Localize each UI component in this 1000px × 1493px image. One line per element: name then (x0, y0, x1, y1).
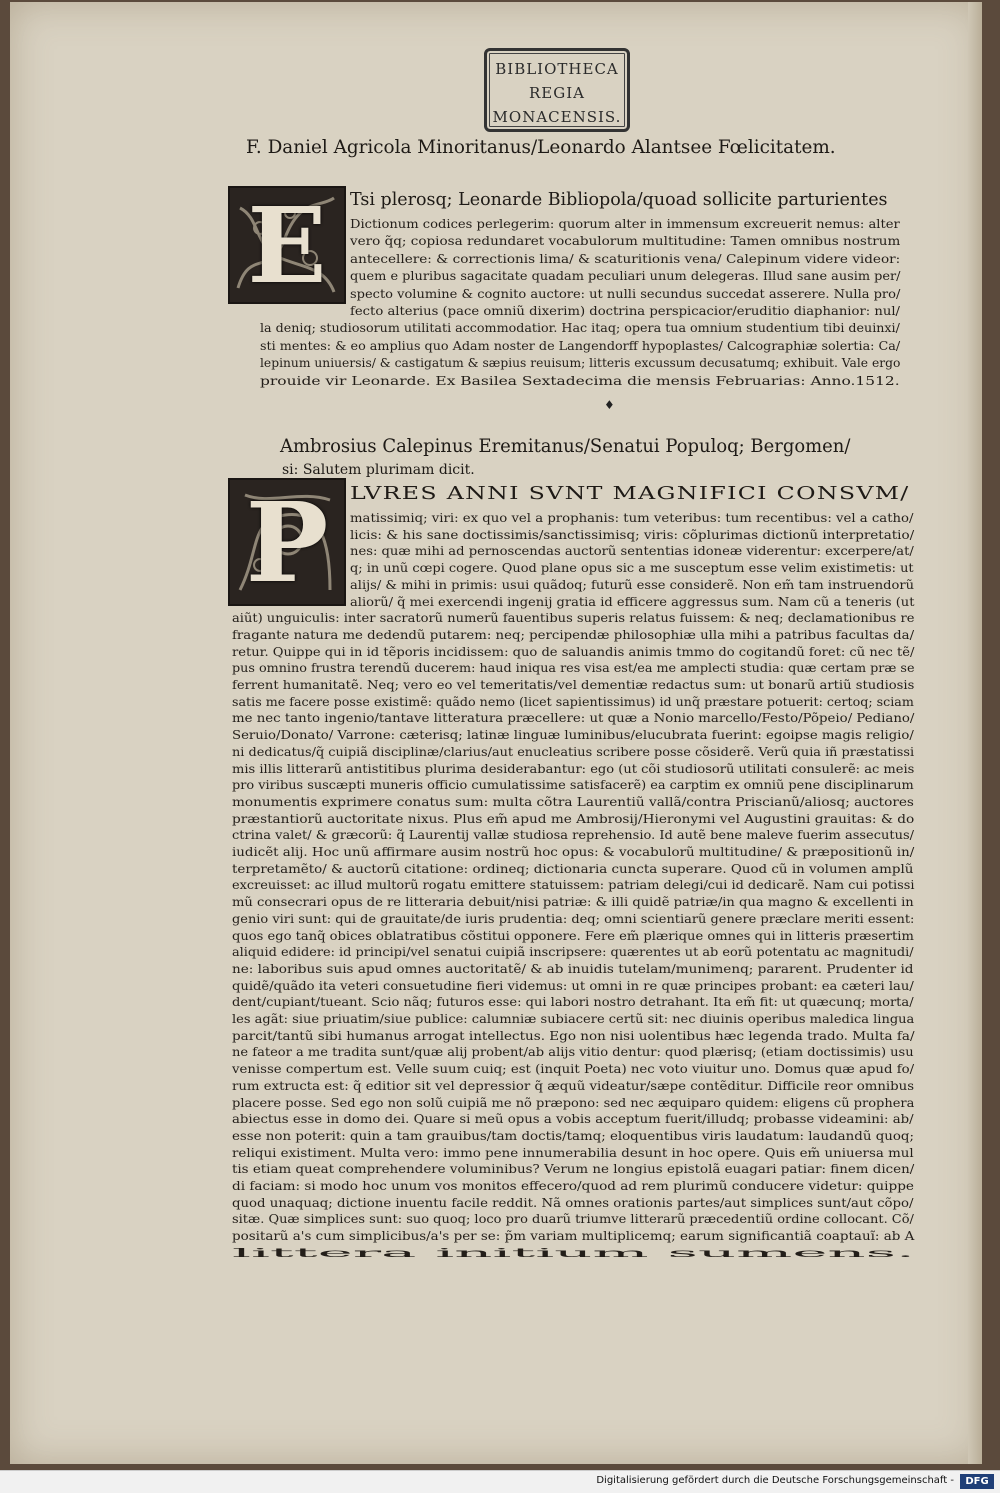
text-line: positarũ a's cum simplicibus/a's per se: p̃m variam multiplicemq; earum significantiã coaptauĩ: ab A (232, 1229, 915, 1244)
stamp-line: REGIA (529, 84, 585, 102)
text-line: ni dedicatus/q̃ cuipiã disciplinæ/clarius/aut enucleatius scribere posse cõsiderẽ. Verũ quia iñ præstatissi (232, 744, 915, 759)
text-line: ne fateor a me tradita sunt/quæ alij probent/ab alijs vitio dentur: quod plærisq; (etiam doctissimis) usu (232, 1045, 914, 1060)
text-line: littera initium sumens. (232, 1245, 915, 1260)
text-line: pro viribus suscæpti muneris officio cumulatissime satisfacerẽ) ea carptim ex omniũ pene disciplinarum (232, 778, 914, 793)
letter2-heading-line2: si: Salutem plurimam dicit. (282, 462, 475, 478)
text-line: Seruio/Donato/ Varrone: cæterisq; latinæ linguæ luminibus/elucubrata fuerint: egoipse magis religio/ (232, 728, 914, 743)
text-line: esse non poterit: quin a tam grauibus/tam doctis/tamq; eloquentibus viris laudatum: laudandũ quoq; (232, 1128, 914, 1143)
text-line: ctrina valet/ & græcorũ: q̃ Laurentij vallæ studiosa reprehensio. Id autẽ bene maleve fuerim assecutus/ (232, 828, 915, 843)
initial-letter: P (245, 478, 329, 606)
text-line: lepinum uniuersis/ & castigatum & sæpius reuisum; litteris excussum decusatumq; exhibuit. Vale ergo (260, 355, 901, 371)
stamp-line: MONACENSIS. (492, 108, 622, 126)
section-mark: ♦ (604, 398, 615, 412)
letter1-lead-line: Tsi plerosq; Leonarde Bibliopola/quoad sollicite parturientes (350, 189, 888, 210)
decorated-initial-e (228, 186, 346, 304)
text-line: præstantiorũ auctoritate nixus. Plus em̃ apud me Ambrosij/Hieronymi vel Augustini grauitas: & do (232, 811, 915, 826)
dfg-logo: DFG (960, 1474, 994, 1489)
text-line: di faciam: si modo hoc unum vos monitos effecero/quod ad rem plurimũ conducere videtur: quippe (232, 1179, 914, 1193)
text-line: q; in unũ cœpi cogere. Quod plane opus sic a me susceptum esse velim existimetis: ut (350, 561, 914, 576)
text-line: vero q̃q; copiosa redundaret vocabulorum multitudine: Tamen omnibus nostrum (350, 233, 901, 249)
library-stamp (484, 48, 630, 132)
text-line: mũ consecrari opus de re litteraria debuit/nisi patriæ: & illi quidẽ patriæ/in qua magno & excellenti in (232, 895, 914, 910)
text-line: ferrent humanitatẽ. Neq; vero eo vel temeritatis/vel dementiæ redactus sum: ut bonarũ artiũ studiosis (232, 678, 915, 692)
text-line: matissimiq; viri: ex quo vel a prophanis: tum veteribus: tum recentibus: vel a catho/ (350, 511, 914, 525)
text-line: iudicẽt alij. Hoc unũ affirmare ausim nostrũ hoc opus: & vocabulorũ multitudine/ & præpositionũ in/ (232, 845, 915, 859)
text-line: aliorũ/ q̃ mei exercendi ingenij gratia id efficere aggressus sum. Nam cũ a teneris (ut (350, 594, 915, 609)
text-line: quod unaquaq; dictione inuentu facile reddit. Nã omnes orationis partes/aut simplices sunt/aut cõpo/ (232, 1195, 914, 1210)
text-line: genio viri sunt: qui de grauitate/de iuris prudentia: deq; omni scientiarũ genere præclare meriti essent: (232, 911, 915, 926)
text-line: alijs/ & mihi in primis: usui quãdoq; futurũ esse considerẽ. Non em̃ tam instruendorũ (350, 577, 915, 592)
text-line: la deniq; studiosorum utilitati accommodatior. Hac itaq; opera tua omnium studentium tibi deuinxi/ (260, 320, 900, 336)
text-line: sti mentes: & eo amplius quo Adam noster de Langendorff hypoplastes/ Calcographiæ solertia: Ca/ (260, 337, 901, 353)
text-line: aiũt) unguiculis: inter sacratorũ numerũ fauentibus superis relatus fuissem: & neq; declamationibus re (232, 611, 915, 626)
text-line: tis etiam queat comprehendere voluminibus? Verum ne longius epistolã euagari patiar: finem dicen/ (232, 1162, 915, 1177)
dedication-title: F. Daniel Agricola Minoritanus/Leonardo Alantsee Fœlicitatem. (246, 136, 836, 158)
text-line: me nec tanto ingenio/tantave litteratura præcellere: ut quæ a Nonio marcello/Festo/Põpeio/ Pediano/ (232, 711, 915, 726)
stamp-line: BIBLIOTHECA (495, 60, 619, 78)
text-line: quem e pluribus sagacitate quadam peculiari unum delegeras. Illud sane ausim per/ (350, 268, 901, 284)
text-line: excreuisset: ac illud multorũ rogatu emittere statuissem: patriam delegi/cui id dedicarẽ. Nam cui potissi (232, 878, 915, 893)
text-line: ne: laboribus suis apud omnes auctoritatẽ/ & ab inuidis tutelam/munimenq; pararent. Prudenter id (232, 961, 914, 976)
text-line: reliqui existiment. Multa vero: immo pene innumerabilia desunt in hoc opere. Quis em̃ uniuersa mul (232, 1145, 914, 1160)
text-line: pus omnino frustra terendũ ducerem: haud iniqua res visa est/ea me amplecti studia: quæ certam præ se (232, 661, 915, 676)
decorated-initial-p (228, 478, 346, 606)
text-line: rum extructa est: q̃ editior sit vel depressior q̃ æquũ videatur/sæpe contẽditur. Difficile reor omnibus (232, 1078, 915, 1093)
text-line: abiectus esse in domo dei. Quare si meũ opus a vobis acceptum fuerit/illudq; probasse videamini: ab/ (232, 1112, 914, 1127)
text-line: dent/cupiant/tueant. Scio nãq; futuros esse: qui labori nostro detrahant. Ita em̃ fit: ut quæcunq; morta/ (232, 995, 914, 1010)
text-line: terpretamẽto/ & auctorũ citatione: ordineq; dictionaria cuncta superare. Quod cũ in volumen amplũ (232, 861, 914, 876)
text-line: parcit/tantũ sibi humanus arrogat intellectus. Ego non nisi uolentibus hæc legenda trado. Multa fa/ (232, 1028, 915, 1043)
text-line: mis illis litterarũ antistitibus plurima desiderabantur: ego (ut cõi studiosorũ utilitati consulerẽ: ac meis (232, 761, 915, 776)
text-line: quos ego tanq̃ obices oblatratibus cõstitui opponere. Fere em̃ plærique omnes qui in litteris præsertim (232, 928, 914, 943)
digitization-footer (0, 1470, 1000, 1493)
text-line: venisse compertum est. Velle suum cuiq; est (inquit Poeta) nec voto viuitur uno. Domus quæ apud fo/ (232, 1062, 915, 1077)
text-line: aliquid edidere: id principi/vel senatui cuipiã inscripsere: quærentes ut ab eorũ potentatu ac magnitudi/ (232, 945, 914, 960)
letter2-lead-line: LVRES ANNI SVNT MAGNIFICI CONSVM/ (350, 483, 910, 504)
text-line: licis: & his sane doctissimis/sanctissimisq; viris: cõplurimas dictionũ interpretatio/ (350, 527, 915, 542)
text-line: monumentis exprimere conatus sum: multa cõtra Laurentiũ vallã/contra Priscianũ/aliosq; auctores (232, 794, 914, 809)
footer-credit: Digitalisierung gefördert durch die Deutsche Forschungsgemeinschaft - (596, 1475, 954, 1486)
text-line: Dictionum codices perlegerim: quorum alter in immensum excreuerit nemus: alter (350, 216, 900, 231)
text-line: sitæ. Quæ simplices sunt: suo quoq; loco pro duarũ triumve litterarũ præcedentiũ ordine collocant. Cõ/ (232, 1212, 914, 1227)
text-line: antecellere: & correctionis lima/ & scaturitionis vena/ Calepinum videre videor: (350, 250, 901, 266)
text-line: quidẽ/quãdo ita veteri consuetudine fieri videmus: ut omni in re quæ principes probant: ea cæteri lau/ (232, 978, 914, 993)
text-line: specto volumine & cognito auctore: ut nulli secundus succedat asserere. Nulla pro/ (350, 285, 901, 301)
text-line: fecto alterius (pace omniũ dixerim) doctrina perspicacior/eruditio diaphanior: nul/ (350, 303, 900, 318)
text-line: placere posse. Sed ego non solũ cuipiã me nõ præpono: sed nec æquiparo quidem: eligens cũ prophera (232, 1095, 915, 1110)
text-line: retur. Quippe qui in id tẽporis incidissem: quo de saluandis animis tmmo do cogitandũ foret: cũ nec tẽ/ (232, 644, 915, 659)
text-line: satis me facere posse existimẽ: quãdo nemo (licet sapientissimus) id unq̃ præstare potuerit: certoq; sciam (232, 694, 914, 709)
page-edge (968, 2, 982, 1464)
text-line: prouide vir Leonarde. Ex Basilea Sextadecima die mensis Februarias: Anno.1512. (260, 372, 900, 388)
text-line: nes: quæ mihi ad pernoscendas auctorũ sententias idoneæ viderentur: excerpere/at/ (350, 544, 914, 559)
text-line: fragante natura me dedendũ putarem: neq; percipendæ philosophiæ ulla mihi a patribus facultas da/ (232, 627, 915, 642)
text-line: les agãt: siue priuatim/siue publice: calumniæ subiacere certũ sit: nec diuinis operibus maledica lingua (232, 1012, 915, 1026)
letter2-heading-line1: Ambrosius Calepinus Eremitanus/Senatui Populoq; Bergomen/ (280, 435, 851, 457)
initial-letter: E (247, 186, 327, 304)
